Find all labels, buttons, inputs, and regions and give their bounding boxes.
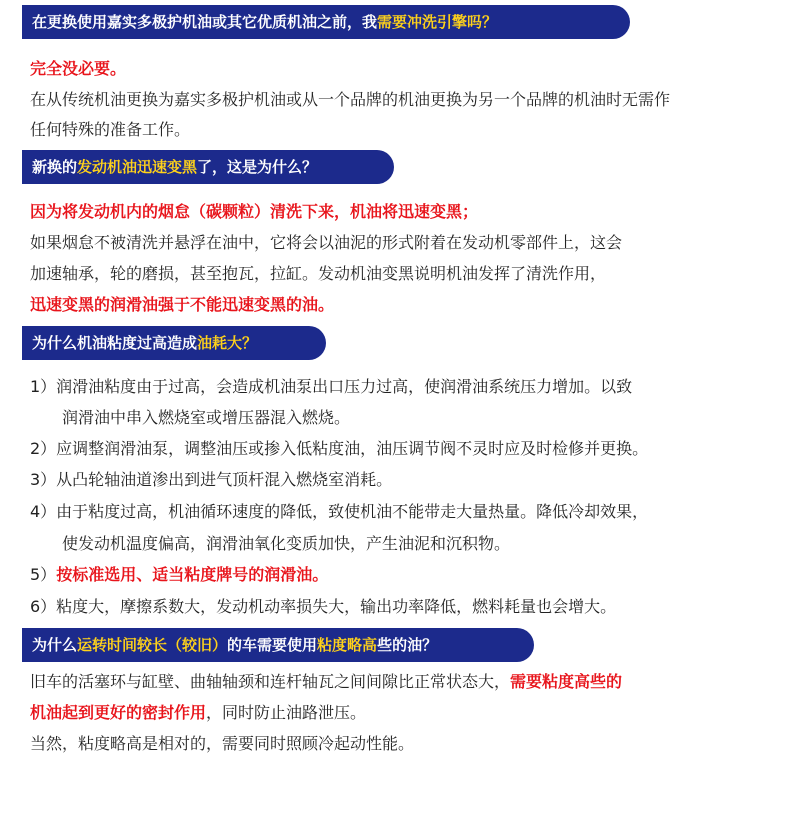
- list-item-4: 4）由于粘度过高，机油循环速度的降低，致使机油不能带走大量热量。降低冷却效果，: [30, 502, 649, 521]
- section-1-banner: [22, 5, 630, 39]
- section-4-line-1-red: 需要粘度高些的: [510, 672, 623, 691]
- list-item-2: 2）应调整润滑油泵，调整油压或掺入低粘度油，油压调节阀不灵时应及时检修并更换。: [30, 439, 649, 458]
- list-item-5: [30, 563, 328, 587]
- section-1-title-highlight: 需要冲洗引擎吗？: [377, 13, 498, 31]
- section-2-title: 新换的: [32, 158, 78, 176]
- section-4-line-2-red: 机油起到更好的密封作用: [30, 703, 207, 722]
- section-3-title: 为什么机油粘度过高造成: [32, 334, 198, 352]
- section-2-line-3: 迅速变黑的润滑油强于不能迅速变黑的油。: [30, 295, 335, 314]
- section-3-banner: [22, 326, 326, 360]
- section-4-line-1: [30, 670, 622, 694]
- section-1-line-1: 在从传统机油更换为嘉实多极护机油或从一个品牌的机油更换为另一个品牌的机油时无需作: [30, 90, 671, 109]
- section-2-banner: [22, 150, 394, 184]
- list-item-1-cont: 润滑油中串入燃烧室或增压器混入燃烧。: [62, 408, 351, 427]
- section-4-line-3: 当然，粘度略高是相对的，需要同时照顾冷起动性能。: [30, 734, 415, 753]
- section-1-title: 在更换使用嘉实多极护机油或其它优质机油之前，我: [32, 13, 378, 31]
- section-2-answer: 因为将发动机内的烟怠（碳颗粒）清洗下来，机油将迅速变黑；: [30, 202, 479, 221]
- section-1-line-2: 任何特殊的准备工作。: [30, 120, 191, 139]
- section-1-answer: 完全没必要。: [30, 59, 127, 78]
- section-2-line-2: 加速轴承，轮的磨损，甚至抱瓦，拉缸。发动机油变黑说明机油发挥了清洗作用，: [30, 264, 607, 283]
- section-4-title-highlight-2: 粘度略高: [317, 636, 378, 654]
- section-2-line-1: 如果烟怠不被清洗并悬浮在油中，它将会以油泥的形式附着在发动机零部件上，这会: [30, 233, 623, 252]
- list-item-4-cont: 使发动机温度偏高，润滑油氧化变质加快，产生油泥和沉积物。: [62, 534, 511, 553]
- list-item-5-text: 按标准选用、适当粘度牌号的润滑油。: [56, 565, 329, 584]
- section-2-title-end: 了，这是为什么？: [197, 158, 318, 176]
- section-2-title-highlight: 发动机油迅速变黑: [77, 158, 198, 176]
- list-item-3: 3）从凸轮轴油道渗出到进气顶杆混入燃烧室消耗。: [30, 470, 393, 489]
- list-item-1: 1）润滑油粘度由于过高，会造成机油泵出口压力过高，使润滑油系统压力增加。以致: [30, 377, 633, 396]
- list-item-6: 6）粘度大，摩擦系数大，发动机动率损失大，输出功率降低，燃料耗量也会增大。: [30, 597, 617, 616]
- section-4-title-highlight-1: 运转时间较长（较旧）: [77, 636, 228, 654]
- section-4-line-2-text: ，同时防止油路泄压。: [206, 703, 367, 722]
- list-item-5-number: 5）: [30, 565, 57, 584]
- section-4-line-1-text: 旧车的活塞环与缸壁、曲轴轴颈和连杆轴瓦之间间隙比正常状态大，: [30, 672, 511, 691]
- section-3-title-highlight: 油耗大？: [197, 334, 258, 352]
- section-4-title-mid: 的车需要使用: [227, 636, 318, 654]
- section-4-title: 为什么: [32, 636, 78, 654]
- section-4-title-end: 些的油？: [377, 636, 438, 654]
- section-4-line-2: [30, 701, 366, 725]
- section-4-banner: [22, 628, 534, 662]
